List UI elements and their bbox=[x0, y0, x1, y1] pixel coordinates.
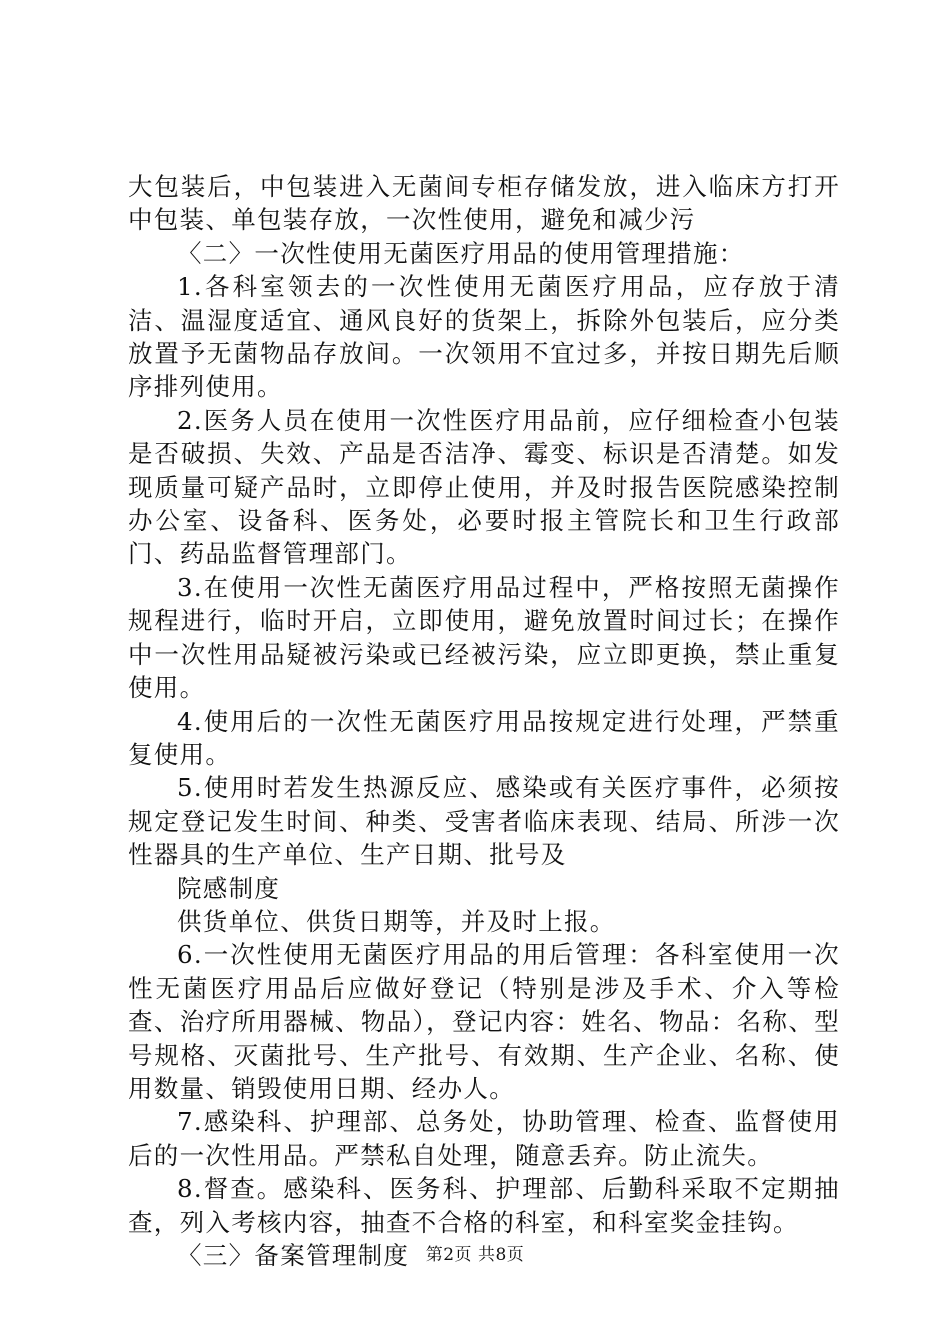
document-body bbox=[128, 170, 840, 1272]
paragraph-item-3: 3.在使用一次性无菌医疗用品过程中，严格按照无菌操作规程进行，临时开启，立即使用，避免放置时间过长；在操作中一次性用品疑被污染或已经被污染，应立即更换，禁止重复使用。 bbox=[128, 572, 840, 703]
paragraph-item-2: 2.医务人员在使用一次性医疗用品前，应仔细检查小包装是否破损、失效、产品是否洁净、霉变、标识是否清楚。如发现质量可疑产品时，立即停止使用，并及时报告医院感染控制办公室、设备科、医务处，必要时报主管院长和卫生行政部门、药品监督管理部门。 bbox=[128, 405, 840, 569]
paragraph-item-8: 8.督查。感染科、医务科、护理部、后勤科采取不定期抽查，列入考核内容，抽查不合格的科室，和科室奖金挂钩。 bbox=[128, 1174, 840, 1237]
paragraph-item-5: 5.使用时若发生热源反应、感染或有关医疗事件，必须按规定登记发生时间、种类、受害者临床表现、结局、所涉一次性器具的生产单位、生产日期、批号及 bbox=[128, 773, 840, 870]
section-heading-3: 〈三〉备案管理制度 bbox=[177, 1241, 410, 1270]
paragraph-item-4: 4.使用后的一次性无菌医疗用品按规定进行处理，严禁重复使用。 bbox=[128, 706, 840, 769]
page-number-footer: 第2页 共8页 bbox=[425, 1245, 525, 1265]
section-heading-2: 〈二〉一次性使用无菌医疗用品的使用管理措施： bbox=[177, 238, 745, 268]
paragraph-item-5-continued: 供货单位、供货日期等，并及时上报。 bbox=[177, 906, 616, 936]
paragraph-item-7: 7.感染科、护理部、总务处，协助管理、检查、监督使用后的一次性用品。严禁私自处理，随意丢弃。防止流失。 bbox=[128, 1107, 840, 1170]
paragraph-continuation: 大包装后，中包装进入无菌间专柜存储发放，进入临床方打开中包装、单包装存放，一次性使用，避免和减少污 bbox=[128, 172, 840, 235]
paragraph-item-1: 1.各科室领去的一次性使用无菌医疗用品，应存放于清洁、温湿度适宜、通风良好的货架上，拆除外包装后，应分类放置予无菌物品存放间。一次领用不宜过多，并按日期先后顺序排列使用。 bbox=[128, 272, 840, 402]
inserted-label: 院感制度 bbox=[177, 873, 281, 903]
paragraph-item-6: 6.一次性使用无菌医疗用品的用后管理：各科室使用一次性无菌医疗用品后应做好登记（特别是涉及手术、介入等检查、治疗所用器械、物品），登记内容：姓名、物品：名称、型号规格、灭菌批号、生产批号、有效期、生产企业、名称、使用数量、销毁使用日期、经办人。 bbox=[128, 940, 840, 1103]
